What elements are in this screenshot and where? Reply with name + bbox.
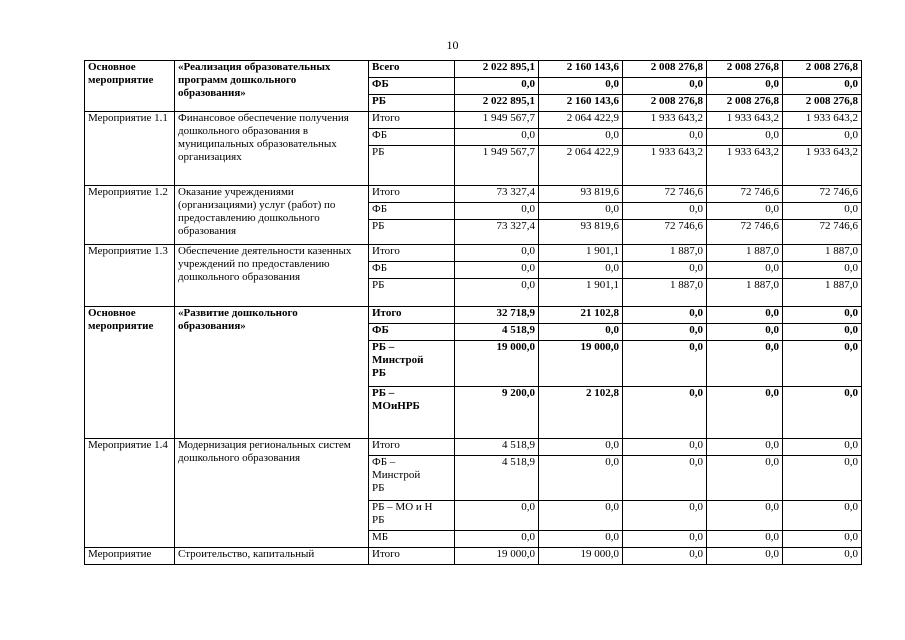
source-cell: Итого [369, 245, 455, 262]
source-cell: ФБ [369, 78, 455, 95]
value-cell: 2 064 422,9 [539, 112, 623, 129]
value-cell: 0,0 [539, 262, 623, 279]
value-cell: 0,0 [783, 439, 862, 456]
value-cell: 1 901,1 [539, 245, 623, 262]
value-cell: 0,0 [783, 548, 862, 565]
value-cell: 1 933 643,2 [783, 146, 862, 186]
value-cell: 0,0 [707, 78, 783, 95]
value-cell: 0,0 [707, 341, 783, 387]
table-row [85, 439, 862, 456]
value-cell: 0,0 [623, 501, 707, 531]
source-cell: Итого [369, 548, 455, 565]
table-row [85, 61, 862, 78]
value-cell: 0,0 [783, 387, 862, 439]
value-cell: 1 933 643,2 [783, 112, 862, 129]
value-cell: 0,0 [539, 439, 623, 456]
value-cell: 0,0 [707, 262, 783, 279]
value-cell: 0,0 [707, 548, 783, 565]
value-cell: 0,0 [707, 501, 783, 531]
value-cell: 0,0 [623, 548, 707, 565]
value-cell: 2 008 276,8 [623, 95, 707, 112]
value-cell: 0,0 [455, 129, 539, 146]
value-cell: 0,0 [455, 262, 539, 279]
value-cell: 72 746,6 [707, 220, 783, 245]
value-cell: 4 518,9 [455, 456, 539, 501]
value-cell: 0,0 [455, 531, 539, 548]
activity-name-cell: Обеспечение деятельности казенных учреждений по предоставлению дошкольного образования [175, 245, 369, 307]
value-cell: 0,0 [455, 203, 539, 220]
value-cell: 2 160 143,6 [539, 95, 623, 112]
source-cell: ФБ [369, 262, 455, 279]
source-cell: РБ [369, 146, 455, 186]
value-cell: 0,0 [707, 456, 783, 501]
value-cell: 4 518,9 [455, 439, 539, 456]
value-cell: 19 000,0 [539, 341, 623, 387]
value-cell: 1 933 643,2 [707, 146, 783, 186]
value-cell: 2 064 422,9 [539, 146, 623, 186]
value-cell: 0,0 [783, 78, 862, 95]
value-cell: 0,0 [623, 341, 707, 387]
value-cell: 0,0 [707, 307, 783, 324]
source-cell: Итого [369, 112, 455, 129]
value-cell: 19 000,0 [455, 341, 539, 387]
activity-type-cell: Мероприятие [85, 548, 175, 565]
value-cell: 2 008 276,8 [783, 95, 862, 112]
value-cell: 1 933 643,2 [623, 146, 707, 186]
value-cell: 1 887,0 [783, 279, 862, 307]
source-cell: Итого [369, 186, 455, 203]
source-cell: РБ [369, 279, 455, 307]
value-cell: 0,0 [539, 203, 623, 220]
value-cell: 0,0 [707, 324, 783, 341]
value-cell: 0,0 [539, 324, 623, 341]
activity-type-cell: Основное мероприятие [85, 307, 175, 439]
source-cell: Итого [369, 307, 455, 324]
value-cell: 0,0 [707, 387, 783, 439]
value-cell: 72 746,6 [623, 186, 707, 203]
value-cell: 1 887,0 [783, 245, 862, 262]
value-cell: 2 102,8 [539, 387, 623, 439]
budget-table [84, 60, 862, 565]
source-cell: ФБ – Минстрой РБ [369, 456, 455, 501]
activity-name-cell: Строительство, капитальный [175, 548, 369, 565]
value-cell: 0,0 [623, 387, 707, 439]
value-cell: 1 887,0 [623, 279, 707, 307]
table-row [85, 307, 862, 324]
source-cell: РБ – МО и Н РБ [369, 501, 455, 531]
value-cell: 2 008 276,8 [783, 61, 862, 78]
value-cell: 1 887,0 [707, 245, 783, 262]
value-cell: 2 008 276,8 [707, 61, 783, 78]
value-cell: 0,0 [623, 307, 707, 324]
value-cell: 0,0 [783, 129, 862, 146]
value-cell: 0,0 [783, 501, 862, 531]
source-cell: Всего [369, 61, 455, 78]
value-cell: 2 022 895,1 [455, 61, 539, 78]
value-cell: 0,0 [623, 531, 707, 548]
value-cell: 73 327,4 [455, 186, 539, 203]
value-cell: 2 008 276,8 [623, 61, 707, 78]
source-cell: РБ – МОиНРБ [369, 387, 455, 439]
value-cell: 0,0 [623, 203, 707, 220]
source-cell: РБ [369, 220, 455, 245]
source-cell: РБ – Минстрой РБ [369, 341, 455, 387]
value-cell: 72 746,6 [783, 220, 862, 245]
activity-name-cell: Оказание учреждениями (организациями) услуг (работ) по предоставлению дошкольного образования [175, 186, 369, 245]
value-cell: 21 102,8 [539, 307, 623, 324]
value-cell: 0,0 [783, 341, 862, 387]
value-cell: 0,0 [783, 324, 862, 341]
value-cell: 0,0 [783, 456, 862, 501]
table-row [85, 186, 862, 203]
source-cell: ФБ [369, 129, 455, 146]
activity-name-cell: «Развитие дошкольного образования» [175, 307, 369, 439]
value-cell: 72 746,6 [623, 220, 707, 245]
value-cell: 2 008 276,8 [707, 95, 783, 112]
source-cell: РБ [369, 95, 455, 112]
value-cell: 0,0 [707, 203, 783, 220]
source-cell: ФБ [369, 324, 455, 341]
value-cell: 1 949 567,7 [455, 146, 539, 186]
value-cell: 0,0 [455, 78, 539, 95]
source-cell: Итого [369, 439, 455, 456]
value-cell: 0,0 [539, 78, 623, 95]
source-cell: ФБ [369, 203, 455, 220]
value-cell: 9 200,0 [455, 387, 539, 439]
value-cell: 0,0 [707, 531, 783, 548]
value-cell: 19 000,0 [539, 548, 623, 565]
activity-type-cell: Мероприятие 1.2 [85, 186, 175, 245]
value-cell: 0,0 [623, 262, 707, 279]
value-cell: 72 746,6 [707, 186, 783, 203]
value-cell: 73 327,4 [455, 220, 539, 245]
value-cell: 0,0 [623, 456, 707, 501]
value-cell: 0,0 [539, 129, 623, 146]
value-cell: 0,0 [539, 531, 623, 548]
value-cell: 4 518,9 [455, 324, 539, 341]
value-cell: 0,0 [783, 531, 862, 548]
source-cell: МБ [369, 531, 455, 548]
value-cell: 2 022 895,1 [455, 95, 539, 112]
page-number: 10 [446, 38, 459, 52]
value-cell: 0,0 [539, 501, 623, 531]
value-cell: 0,0 [539, 456, 623, 501]
value-cell: 32 718,9 [455, 307, 539, 324]
value-cell: 1 949 567,7 [455, 112, 539, 129]
value-cell: 0,0 [623, 129, 707, 146]
value-cell: 93 819,6 [539, 186, 623, 203]
value-cell: 1 933 643,2 [707, 112, 783, 129]
value-cell: 1 887,0 [623, 245, 707, 262]
table-row [85, 245, 862, 262]
value-cell: 0,0 [707, 439, 783, 456]
value-cell: 0,0 [455, 245, 539, 262]
value-cell: 1 887,0 [707, 279, 783, 307]
table-row [85, 112, 862, 129]
value-cell: 0,0 [707, 129, 783, 146]
value-cell: 0,0 [455, 279, 539, 307]
value-cell: 0,0 [623, 324, 707, 341]
value-cell: 93 819,6 [539, 220, 623, 245]
value-cell: 0,0 [783, 262, 862, 279]
value-cell: 1 933 643,2 [623, 112, 707, 129]
value-cell: 0,0 [783, 307, 862, 324]
value-cell: 0,0 [783, 203, 862, 220]
activity-name-cell: Модернизация региональных систем дошкольного образования [175, 439, 369, 548]
value-cell: 1 901,1 [539, 279, 623, 307]
activity-name-cell: «Реализация образовательных программ дошкольного образования» [175, 61, 369, 112]
value-cell: 2 160 143,6 [539, 61, 623, 78]
value-cell: 0,0 [623, 439, 707, 456]
activity-type-cell: Основное мероприятие [85, 61, 175, 112]
activity-type-cell: Мероприятие 1.1 [85, 112, 175, 186]
activity-type-cell: Мероприятие 1.4 [85, 439, 175, 548]
value-cell: 0,0 [623, 78, 707, 95]
value-cell: 19 000,0 [455, 548, 539, 565]
activity-name-cell: Финансовое обеспечение получения дошкольного образования в муниципальных образовательных организациях [175, 112, 369, 186]
value-cell: 0,0 [455, 501, 539, 531]
table-row [85, 548, 862, 565]
activity-type-cell: Мероприятие 1.3 [85, 245, 175, 307]
value-cell: 72 746,6 [783, 186, 862, 203]
